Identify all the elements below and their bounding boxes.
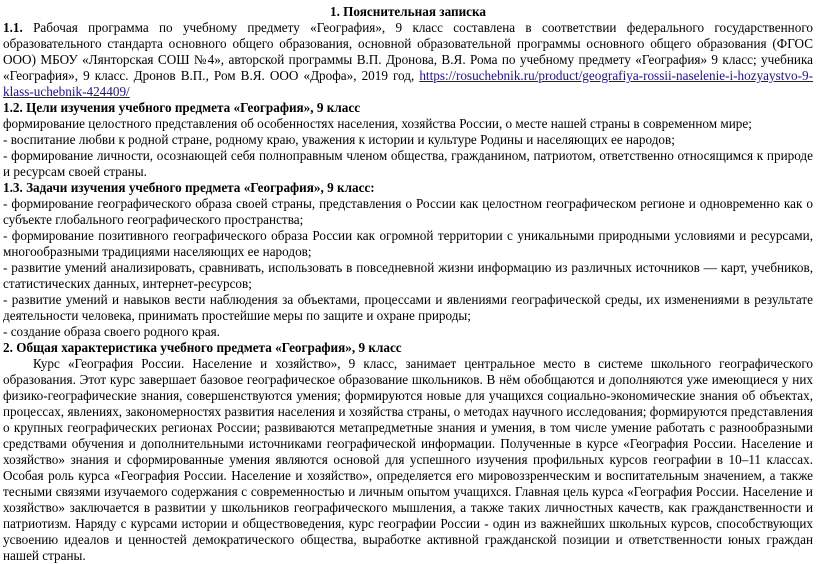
section-1-2-heading: 1.2. Цели изучения учебного предмета «География», 9 класс: [3, 100, 361, 115]
task-item: - формирование географического образа своей страны, представления о России как целостном географическом регионе и одновременно как о субъекте глобального географического пространства;: [3, 196, 813, 227]
task-item: - развитие умений анализировать, сравнивать, использовать в повседневной жизни информацию из различных источников — карт, учебников, статистических данных, интернет-ресурсов;: [3, 260, 813, 291]
task-item: - создание образа своего родного края.: [3, 324, 220, 339]
section-1-1-text: Рабочая программа по учебному предмету «География», 9 класс составлена в соответствии федерального государственного образовательного стандарта основного общего образования, основной образовательной программы основного общего образования (ФГОС ООО) МБОУ «Лянторская СОШ №4», авторской программы В.П. Дронова, В.Я. Рома по учебному предмету «География» 9 класс; учебника «География», 9 класс. Дронов В.П., Ром В.Я. ООО «Дрофа», 2019 год,: [3, 20, 813, 83]
section-1-1-paragraph: [3, 20, 813, 100]
goal-item: - формирование личности, осознающей себя полноправным членом общества, гражданином, патриотом, ответственно относящимся к природе и ресурсам своей страны.: [3, 148, 813, 179]
section-2-heading: 2. Общая характеристика учебного предмета «География», 9 класс: [3, 340, 402, 355]
task-item: - формирование позитивного географического образа России как огромной территории с уникальными природными условиями и ресурсами, многообразными традициями населяющих ее народов;: [3, 228, 813, 259]
section-1-1-number: 1.1.: [3, 20, 23, 35]
task-item: - развитие умений и навыков вести наблюдения за объектами, процессами и явлениями географической среды, их изменениями в результате деятельности человека, принимать простейшие меры по защите и охране природы;: [3, 292, 813, 323]
textbook-link[interactable]: https://rosuchebnik.ru/product/geografiya-rossii-naselenie-i-hozyaystvo-9-klass-uchebnik-424409/: [3, 68, 813, 99]
goal-item: формирование целостного представления об особенностях населения, хозяйства России, о месте нашей страны в современном мире;: [3, 116, 752, 131]
goal-item: - воспитание любви к родной стране, родному краю, уважения к истории и культуре Родины и населяющих ее народов;: [3, 132, 675, 147]
section-2-paragraph: Курс «География России. Население и хозяйство», 9 класс, занимает центральное место в системе школьного географического образования. Этот курс завершает базовое географическое образование школьников. В нём обобщаются и дополняются уже имеющиеся у них физико-географические знания, совершенствуются умения; формируются новые для учащихся социально-экономические знания об объектах, процессах, явлениях, закономерностях развития населения и хозяйства страны, о методах научного исследования; формируются представления о крупных географических регионах России; развиваются метапредметные знания и умения, в том числе умение работать с разнообразными средствами обучения и дополнительными источниками географической информации. Полученные в курсе «География России. Население и хозяйство» знания и сформированные умения являются основой для успешного изучения профильных курсов географии в 10–11 классах. Особая роль курса «География России. Население и хозяйство», определяется его мировоззренческим и воспитательным значением, а также тесными связями изучаемого содержания с современностью и личным опытом учащихся. Главная цель курса «География России. Население и хозяйство» заключается в развитии у школьников географического мышления, а также таких личностных качеств, как гражданственности и патриотизм. Наряду с курсами истории и обществоведения, курс географии России - один из важнейших школьных курсов, способствующих усвоению идеалов и ценностей демократического общества, выработке активной гражданской позиции и ответственности юных граждан нашей страны.: [3, 356, 813, 563]
document-title: 1. Пояснительная записка: [329, 4, 487, 19]
section-1-3-heading: 1.3. Задачи изучения учебного предмета «География», 9 класс:: [3, 180, 375, 195]
